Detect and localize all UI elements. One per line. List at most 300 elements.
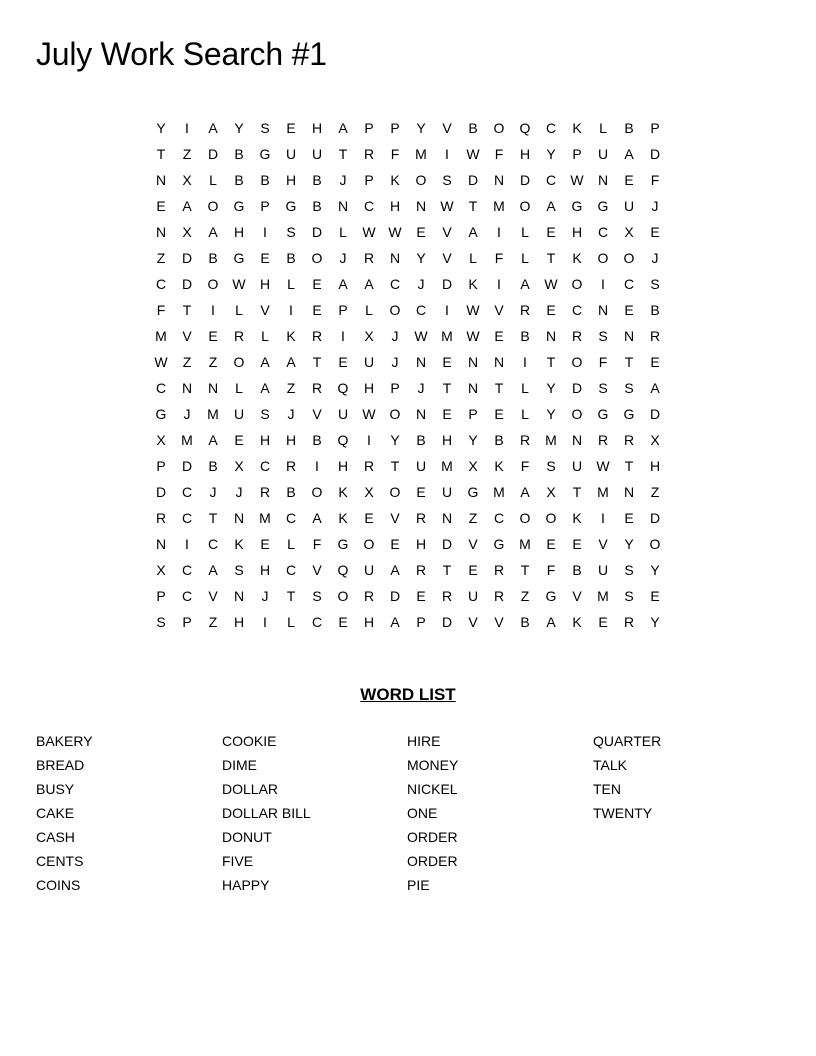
grid-letter: U <box>441 484 453 500</box>
grid-letter: T <box>572 484 582 500</box>
grid-letter: N <box>597 172 609 188</box>
grid-letter: A <box>208 120 218 136</box>
grid-letter: Y <box>624 536 634 552</box>
word-list-item: FIVE <box>222 853 254 869</box>
word-list-item: TALK <box>593 757 627 773</box>
grid-letter: D <box>649 510 661 526</box>
grid-letter: G <box>597 406 609 422</box>
grid-letter: O <box>337 588 349 604</box>
grid-letter: N <box>207 380 219 396</box>
grid-letter: E <box>260 250 270 266</box>
grid-letter: B <box>286 250 296 266</box>
grid-letter: U <box>467 588 479 604</box>
grid-letter: Q <box>337 562 349 578</box>
grid-letter: F <box>520 458 530 474</box>
grid-letter: G <box>571 198 583 214</box>
grid-letter: O <box>571 354 583 370</box>
grid-letter: C <box>285 510 297 526</box>
grid-letter: T <box>156 146 166 162</box>
grid-letter: O <box>389 484 401 500</box>
grid-letter: I <box>263 224 267 240</box>
grid-letter: D <box>181 250 193 266</box>
grid-letter: I <box>445 302 449 318</box>
grid-letter: D <box>441 536 453 552</box>
grid-letter: N <box>155 224 167 240</box>
grid-letter: F <box>312 536 322 552</box>
grid-letter: G <box>467 484 479 500</box>
grid-letter: R <box>363 250 375 266</box>
grid-letter: R <box>311 380 323 396</box>
grid-letter: E <box>442 354 452 370</box>
word-list-item: CASH <box>36 829 75 845</box>
grid-letter: E <box>234 432 244 448</box>
grid-letter: N <box>493 354 505 370</box>
grid-letter: I <box>445 146 449 162</box>
grid-letter: V <box>494 302 504 318</box>
grid-letter: N <box>155 172 167 188</box>
grid-letter: G <box>597 198 609 214</box>
grid-letter: L <box>235 302 243 318</box>
grid-letter: H <box>519 146 531 162</box>
grid-letter: Y <box>546 146 556 162</box>
grid-letter: C <box>259 458 271 474</box>
grid-letter: C <box>285 562 297 578</box>
grid-letter: B <box>494 432 504 448</box>
grid-letter: D <box>181 276 193 292</box>
grid-letter: P <box>338 302 348 318</box>
grid-letter: J <box>209 484 217 500</box>
word-list-heading: WORD LIST <box>360 685 456 704</box>
grid-letter: I <box>367 432 371 448</box>
grid-letter: M <box>493 484 505 500</box>
grid-letter: E <box>572 536 582 552</box>
word-list-item: CAKE <box>36 805 75 821</box>
grid-letter: U <box>415 458 427 474</box>
grid-letter: E <box>364 510 374 526</box>
grid-letter: E <box>546 536 556 552</box>
grid-letter: E <box>416 588 426 604</box>
grid-letter: K <box>572 510 582 526</box>
grid-letter: X <box>156 432 166 448</box>
grid-letter: Y <box>156 120 166 136</box>
grid-letter: E <box>338 614 348 630</box>
grid-letter: V <box>390 510 400 526</box>
grid-letter: O <box>597 250 609 266</box>
grid-letter: E <box>546 302 556 318</box>
grid-letter: L <box>469 250 477 266</box>
grid-letter: P <box>390 120 400 136</box>
grid-letter: U <box>311 146 323 162</box>
grid-letter: H <box>311 120 323 136</box>
word-list-item: HAPPY <box>222 877 270 893</box>
grid-letter: Y <box>468 432 478 448</box>
grid-letter: E <box>312 302 322 318</box>
grid-letter: V <box>442 250 452 266</box>
grid-letter: N <box>233 588 245 604</box>
grid-letter: G <box>259 146 271 162</box>
grid-letter: K <box>572 120 582 136</box>
grid-letter: S <box>234 562 244 578</box>
grid-letter: C <box>363 198 375 214</box>
grid-letter: N <box>415 406 427 422</box>
grid-letter: G <box>337 536 349 552</box>
grid-letter: N <box>415 354 427 370</box>
grid-letter: C <box>155 380 167 396</box>
grid-letter: V <box>468 536 478 552</box>
grid-letter: G <box>233 198 245 214</box>
grid-letter: J <box>651 198 659 214</box>
grid-letter: R <box>493 562 505 578</box>
word-list-item: TEN <box>593 781 621 797</box>
word-list-column <box>407 729 587 897</box>
grid-letter: H <box>415 536 427 552</box>
grid-letter: A <box>312 510 322 526</box>
word-list-item: BAKERY <box>36 733 93 749</box>
grid-letter: L <box>209 172 217 188</box>
grid-letter: A <box>182 198 192 214</box>
grid-letter: A <box>208 562 218 578</box>
grid-letter: R <box>649 328 661 344</box>
grid-letter: H <box>233 224 245 240</box>
word-list-item: PIE <box>407 877 430 893</box>
grid-letter: V <box>494 614 504 630</box>
grid-letter: R <box>311 328 323 344</box>
grid-letter: A <box>208 432 218 448</box>
grid-letter: T <box>442 380 452 396</box>
word-list-item: BUSY <box>36 781 75 797</box>
grid-letter: X <box>624 224 634 240</box>
grid-letter: A <box>390 614 400 630</box>
grid-letter: A <box>338 276 348 292</box>
grid-letter: E <box>650 354 660 370</box>
grid-letter: N <box>337 198 349 214</box>
grid-letter: K <box>494 458 504 474</box>
grid-letter: Q <box>337 380 349 396</box>
grid-letter: L <box>261 328 269 344</box>
grid-letter: J <box>391 354 399 370</box>
grid-letter: M <box>259 510 271 526</box>
grid-letter: X <box>546 484 556 500</box>
grid-letter: F <box>390 146 400 162</box>
grid-letter: N <box>493 172 505 188</box>
grid-letter: O <box>519 510 531 526</box>
grid-letter: O <box>207 276 219 292</box>
grid-letter: C <box>545 172 557 188</box>
grid-letter: F <box>494 250 504 266</box>
grid-letter: L <box>287 536 295 552</box>
grid-letter: Z <box>520 588 530 604</box>
grid-letter: N <box>467 380 479 396</box>
grid-letter: B <box>572 562 582 578</box>
grid-letter: E <box>260 536 270 552</box>
word-list-item: COOKIE <box>222 733 277 749</box>
grid-letter: H <box>649 458 661 474</box>
grid-letter: U <box>597 146 609 162</box>
grid-letter: R <box>363 146 375 162</box>
grid-letter: D <box>441 614 453 630</box>
grid-letter: R <box>415 562 427 578</box>
grid-letter: P <box>182 614 192 630</box>
grid-letter: S <box>312 588 322 604</box>
grid-letter: V <box>572 588 582 604</box>
grid-letter: Q <box>337 432 349 448</box>
grid-letter: U <box>571 458 583 474</box>
grid-letter: Y <box>416 250 426 266</box>
grid-letter: W <box>544 276 558 292</box>
grid-letter: O <box>571 406 583 422</box>
grid-letter: V <box>442 120 452 136</box>
grid-letter: C <box>493 510 505 526</box>
grid-letter: X <box>156 562 166 578</box>
grid-letter: V <box>312 562 322 578</box>
grid-letter: J <box>651 250 659 266</box>
grid-letter: W <box>362 406 376 422</box>
grid-letter: C <box>181 562 193 578</box>
grid-letter: B <box>312 172 322 188</box>
grid-letter: D <box>207 146 219 162</box>
grid-letter: U <box>363 354 375 370</box>
grid-letter: O <box>493 120 505 136</box>
grid-letter: P <box>156 588 166 604</box>
grid-letter: E <box>494 328 504 344</box>
grid-letter: L <box>339 224 347 240</box>
grid-letter: C <box>311 614 323 630</box>
grid-letter: S <box>650 276 660 292</box>
grid-letter: H <box>441 432 453 448</box>
grid-letter: R <box>415 510 427 526</box>
grid-letter: K <box>338 484 348 500</box>
grid-letter: H <box>259 276 271 292</box>
grid-letter: Y <box>390 432 400 448</box>
grid-letter: R <box>623 614 635 630</box>
grid-letter: U <box>363 562 375 578</box>
grid-letter: O <box>545 510 557 526</box>
grid-letter: S <box>598 328 608 344</box>
grid-letter: C <box>415 302 427 318</box>
grid-letter: T <box>208 510 218 526</box>
word-list-item: HIRE <box>407 733 441 749</box>
grid-letter: R <box>363 458 375 474</box>
grid-letter: G <box>233 250 245 266</box>
grid-letter: F <box>494 146 504 162</box>
grid-letter: A <box>650 380 660 396</box>
grid-letter: L <box>521 406 529 422</box>
grid-letter: B <box>208 458 218 474</box>
grid-letter: R <box>519 302 531 318</box>
grid-letter: C <box>597 224 609 240</box>
grid-letter: M <box>519 536 531 552</box>
grid-letter: H <box>233 614 245 630</box>
grid-letter: I <box>289 302 293 318</box>
grid-letter: N <box>415 198 427 214</box>
grid-letter: D <box>181 458 193 474</box>
letter-grid <box>148 115 668 635</box>
grid-letter: S <box>286 224 296 240</box>
grid-letter: P <box>416 614 426 630</box>
grid-letter: O <box>311 484 323 500</box>
grid-letter: S <box>546 458 556 474</box>
grid-letter: A <box>260 354 270 370</box>
grid-letter: I <box>185 120 189 136</box>
grid-letter: R <box>363 588 375 604</box>
grid-letter: T <box>312 354 322 370</box>
grid-letter: V <box>208 588 218 604</box>
grid-letter: A <box>624 146 634 162</box>
grid-letter: P <box>650 120 660 136</box>
grid-letter: B <box>208 250 218 266</box>
grid-letter: D <box>467 172 479 188</box>
grid-letter: S <box>260 406 270 422</box>
grid-letter: Y <box>546 380 556 396</box>
grid-letter: K <box>572 614 582 630</box>
grid-letter: M <box>597 588 609 604</box>
grid-letter: I <box>341 328 345 344</box>
grid-letter: N <box>623 484 635 500</box>
grid-letter: H <box>337 458 349 474</box>
grid-letter: P <box>468 406 478 422</box>
grid-letter: B <box>312 198 322 214</box>
grid-letter: N <box>623 328 635 344</box>
grid-letter: O <box>311 250 323 266</box>
grid-letter: V <box>598 536 608 552</box>
grid-letter: E <box>156 198 166 214</box>
grid-letter: I <box>497 224 501 240</box>
grid-letter: L <box>521 250 529 266</box>
grid-letter: X <box>182 224 192 240</box>
grid-letter: E <box>650 588 660 604</box>
grid-letter: A <box>468 224 478 240</box>
word-list-item: ONE <box>407 805 438 821</box>
grid-letter: L <box>365 302 373 318</box>
word-list-item: CENTS <box>36 853 84 869</box>
grid-letter: N <box>441 510 453 526</box>
grid-letter: S <box>156 614 166 630</box>
grid-letter: A <box>260 380 270 396</box>
grid-letter: M <box>181 432 193 448</box>
grid-letter: G <box>545 588 557 604</box>
grid-letter: B <box>416 432 426 448</box>
grid-letter: C <box>389 276 401 292</box>
grid-letter: D <box>389 588 401 604</box>
grid-letter: D <box>571 380 583 396</box>
grid-letter: D <box>155 484 167 500</box>
grid-letter: R <box>155 510 167 526</box>
word-list-item: QUARTER <box>593 733 662 749</box>
grid-letter: J <box>417 276 425 292</box>
grid-letter: X <box>364 328 374 344</box>
grid-letter: J <box>183 406 191 422</box>
grid-letter: L <box>287 614 295 630</box>
grid-letter: V <box>468 614 478 630</box>
grid-letter: N <box>181 380 193 396</box>
grid-letter: I <box>497 276 501 292</box>
grid-letter: H <box>363 614 375 630</box>
grid-letter: M <box>493 198 505 214</box>
grid-letter: Z <box>156 250 166 266</box>
grid-letter: B <box>234 172 244 188</box>
grid-letter: G <box>623 406 635 422</box>
grid-letter: N <box>233 510 245 526</box>
grid-letter: R <box>493 588 505 604</box>
grid-letter: H <box>363 380 375 396</box>
grid-letter: W <box>440 198 454 214</box>
grid-letter: U <box>337 406 349 422</box>
grid-letter: B <box>312 432 322 448</box>
grid-letter: K <box>286 328 296 344</box>
grid-letter: E <box>494 406 504 422</box>
grid-letter: E <box>312 276 322 292</box>
grid-letter: V <box>260 302 270 318</box>
grid-letter: C <box>545 120 557 136</box>
grid-letter: Y <box>416 120 426 136</box>
grid-letter: Y <box>650 562 660 578</box>
grid-letter: H <box>285 432 297 448</box>
grid-letter: A <box>390 562 400 578</box>
grid-letter: W <box>154 354 168 370</box>
grid-letter: A <box>520 276 530 292</box>
grid-letter: K <box>572 250 582 266</box>
grid-letter: I <box>185 536 189 552</box>
grid-letter: O <box>649 536 661 552</box>
grid-letter: O <box>207 198 219 214</box>
grid-letter: Y <box>234 120 244 136</box>
grid-letter: O <box>363 536 375 552</box>
grid-letter: C <box>623 276 635 292</box>
word-list-item: MONEY <box>407 757 459 773</box>
grid-letter: M <box>545 432 557 448</box>
grid-letter: I <box>601 276 605 292</box>
grid-letter: L <box>599 120 607 136</box>
grid-letter: E <box>208 328 218 344</box>
grid-letter: R <box>519 432 531 448</box>
grid-letter: I <box>263 614 267 630</box>
grid-letter: U <box>597 562 609 578</box>
grid-letter: X <box>650 432 660 448</box>
grid-letter: K <box>390 172 400 188</box>
word-list-column <box>593 729 773 825</box>
grid-letter: S <box>260 120 270 136</box>
grid-letter: J <box>261 588 269 604</box>
grid-letter: I <box>315 458 319 474</box>
grid-letter: R <box>597 432 609 448</box>
grid-letter: F <box>156 302 166 318</box>
grid-letter: A <box>546 198 556 214</box>
grid-letter: Y <box>546 406 556 422</box>
grid-letter: Z <box>650 484 660 500</box>
grid-letter: B <box>520 614 530 630</box>
grid-letter: F <box>598 354 608 370</box>
grid-letter: Z <box>286 380 296 396</box>
grid-letter: P <box>364 120 374 136</box>
grid-letter: N <box>389 250 401 266</box>
grid-letter: W <box>466 302 480 318</box>
grid-letter: J <box>339 172 347 188</box>
grid-letter: C <box>207 536 219 552</box>
grid-letter: D <box>441 276 453 292</box>
grid-letter: C <box>181 510 193 526</box>
grid-letter: S <box>624 380 634 396</box>
grid-letter: E <box>624 510 634 526</box>
page-title: July Work Search #1 <box>36 36 327 72</box>
grid-letter: U <box>233 406 245 422</box>
grid-letter: Z <box>182 354 192 370</box>
grid-letter: G <box>493 536 505 552</box>
grid-letter: X <box>468 458 478 474</box>
grid-letter: X <box>234 458 244 474</box>
grid-letter: Z <box>468 510 478 526</box>
word-list-column <box>36 729 216 897</box>
grid-letter: J <box>339 250 347 266</box>
